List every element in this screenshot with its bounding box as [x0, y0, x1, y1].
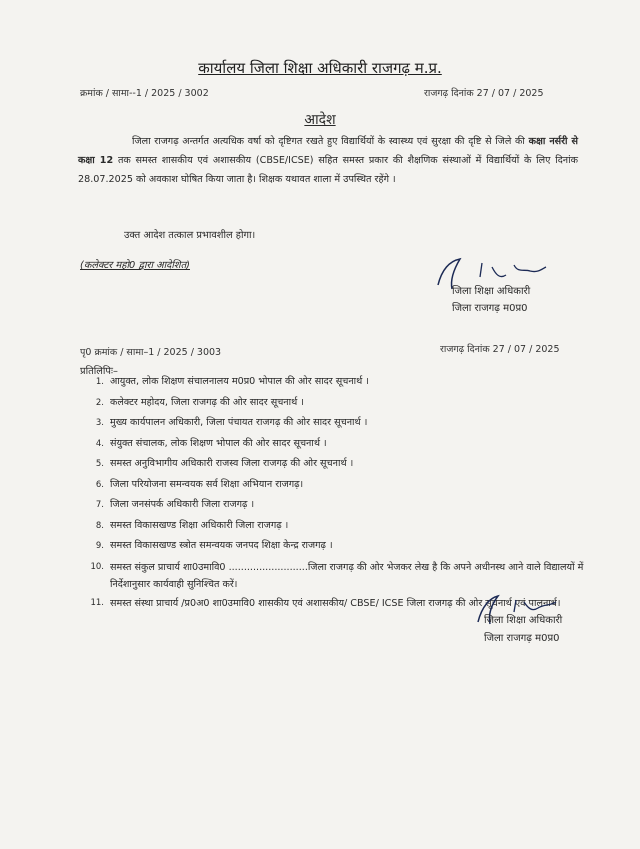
office-title: कार्यालय जिला शिक्षा अधिकारी राजगढ़ म.प्र. — [198, 59, 442, 77]
order-text-2: तक समस्त शासकीय एवं अशासकीय (CBSE/ICSE) सहित समस्त प्रकार की शैक्षणिक संस्थाओं में विद्यार्थियों के लिए दिनांक 28.07.2025 को अवकाश घोषित किया जाता है। शिक्षक यथावत शाला में उपस्थित रहेंगे । — [78, 155, 578, 185]
list-item: 7. जिला जनसंपर्क अधिकारी जिला राजगढ़ । — [95, 499, 255, 510]
list-item: 4. संयुक्त संचालक, लोक शिक्षण भोपाल की ओर सादर सूचनार्थ । — [95, 437, 327, 449]
effect-statement: उक्त आदेश तत्काल प्रभावशील होगा। — [124, 230, 256, 241]
list-item: 8. समस्त विकासखण्ड शिक्षा अधिकारी जिला राजगढ़ । — [95, 519, 289, 531]
order-paragraph — [78, 132, 578, 189]
list-item: 3. मुख्य कार्यपालन अधिकारी, जिला पंचायत राजगढ़ की ओर सादर सूचनार्थ । — [95, 417, 368, 428]
list-item: 5. समस्त अनुविभागीय अधिकारी राजस्व जिला राजगढ़ की ओर सूचनार्थ । — [95, 458, 354, 469]
copy-to-label: प्रतिलिपिः– — [80, 366, 118, 377]
list-item: 1. आयुक्त, लोक शिक्षण संचालनालय म0प्र0 भोपाल की ओर सादर सूचनार्थ । — [95, 376, 369, 387]
order-heading: आदेश — [304, 112, 336, 128]
signatory-place-1: जिला राजगढ़ म0प्र0 — [452, 303, 528, 314]
place-date: राजगढ़ दिनांक 27 / 07 / 2025 — [424, 88, 544, 99]
list-item: 10. समस्त संकुल प्राचार्य शा0उमावि0 ..........................जिला राजगढ़ की ओर भेजकर लेख है कि अपने अधीनस्थ आने वाले विद्यालयों में निर्देशानुसार कार्यवाही सुनिश्चित करें। — [90, 561, 584, 590]
ordered-by: (कलेक्टर महो0 द्वारा आदेशित) — [80, 260, 190, 271]
endorsement-reference: पृ0 क्रमांक / सामा–1 / 2025 / 3003 — [80, 347, 222, 358]
endorsement-place-date: राजगढ़ दिनांक 27 / 07 / 2025 — [440, 344, 560, 355]
list-item: 2. कलेक्टर महोदय, जिला राजगढ़ की ओर सादर सूचनार्थ । — [95, 396, 304, 408]
list-item: 11. समस्त संस्था प्राचार्य /प्र0अ0 शा0उमावि0 शासकीय एवं अशासकीय/ CBSE/ ICSE जिला राजगढ़ की ओर सूचनार्थ एवं पालनार्थ। — [90, 597, 561, 609]
list-item: 6. जिला परियोजना समन्वयक सर्व शिक्षा अभियान राजगढ़। — [95, 478, 304, 490]
signatory-place-2: जिला राजगढ़ म0प्र0 — [484, 633, 560, 644]
signatory-designation-2: जिला शिक्षा अधिकारी — [484, 615, 563, 626]
order-text-bold: कक्षा नर्सरी से कक्षा 12 — [78, 136, 579, 166]
list-item: 9. समस्त विकासखण्ड स्त्रोत समन्वयक जनपद शिक्षा केन्द्र राजगढ़ । — [95, 540, 333, 551]
order-text-1: जिला राजगढ़ अन्तर्गत अत्यधिक वर्षा को दृष्टिगत रखते हुए विद्यार्थियों के स्वास्थ्य एवं सुरक्षा की दृष्टि से जिले की — [132, 136, 525, 147]
signatory-designation-1: जिला शिक्षा अधिकारी — [452, 286, 531, 297]
reference-number: क्रमांक / सामा--1 / 2025 / 3002 — [80, 88, 209, 99]
copy-recipients-list — [80, 372, 585, 612]
